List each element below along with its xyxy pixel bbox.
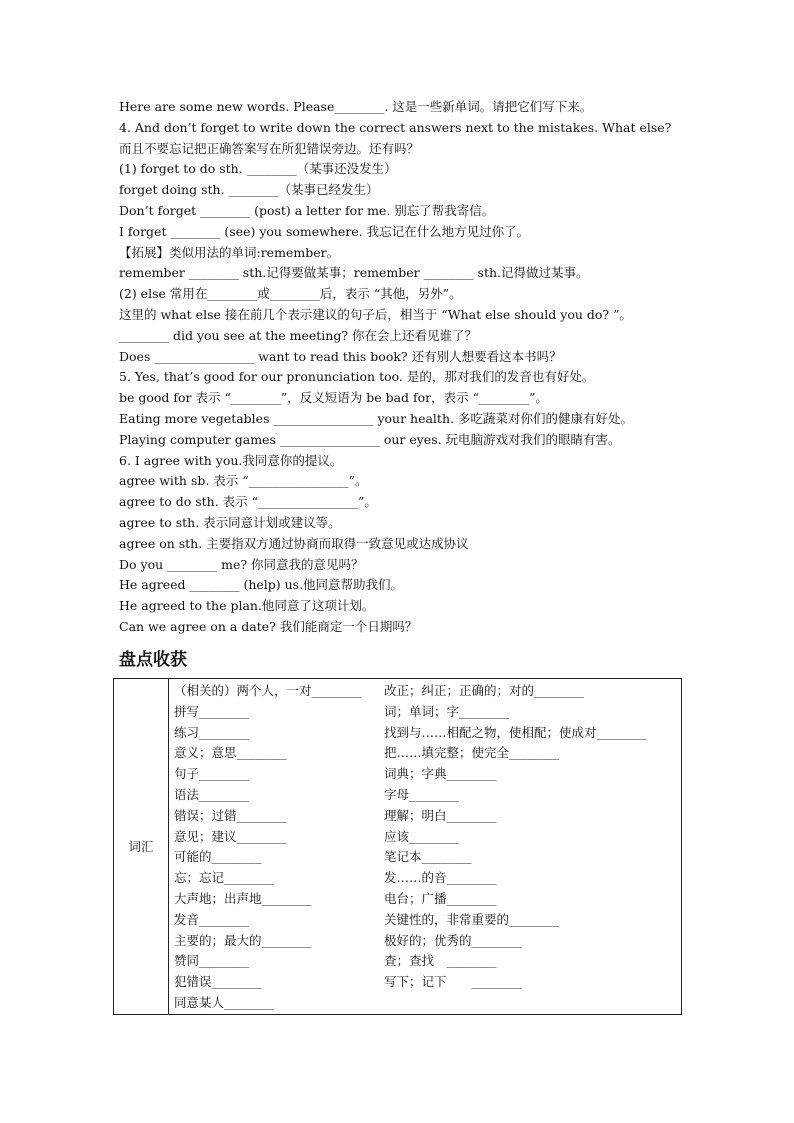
vocab-item: 字母________ [384,786,460,802]
vocab-item: 找到与……相配之物，使相配；使成对________ [384,724,647,740]
text-line: 6. I agree with you.我同意你的提议。 [119,452,343,468]
text-line: Don’t forget ________ (post) a letter for me. 别忘了帮我寄信。 [119,202,495,218]
section-heading: 盘点收获 [119,650,187,670]
text-line: Does ________________ want to read this book? 还有别人想要看这本书吗？ [119,348,562,364]
text-line: remember ________ sth.记得要做某事；remember ________ sth.记得做过某事。 [119,265,589,281]
vocab-item: 理解；明白________ [384,807,497,823]
vocab-item: 改正；纠正；正确的；对的________ [384,683,585,698]
text-line: Can we agree on a date? 我们能商定一个日期吗？ [119,618,418,634]
vocab-item: 忘；忘记________ [174,870,275,886]
vocabulary-table [113,678,682,1015]
vocab-item: 意见；建议________ [174,828,287,844]
vocab-item: 查；查找 ________ [384,953,497,969]
vocab-item: 关键性的，非常重要的________ [384,911,560,927]
text-line: ________ did you see at the meeting? 你在会上还看见谁了？ [119,327,478,343]
text-line: He agreed ________ (help) us.他同意帮助我们。 [119,577,404,593]
text-line: 而且不要忘记把正确答案写在所犯错误旁边。还有吗？ [119,140,420,156]
vocab-item: 大声地；出声地________ [174,890,312,906]
vocab-item: 极好的；优秀的________ [384,932,522,948]
vocab-item: 写下；记下 ________ [384,974,522,990]
text-line: He agreed to the plan.他同意了这项计划。 [119,598,375,614]
text-line: forget doing sth. ________（某事已经发生） [119,182,379,198]
vocab-item: 练习________ [174,724,250,740]
left-column [169,679,384,1014]
text-line: agree on sth. 主要指双方通过协商而取得一致意见或达成协议 [119,535,469,551]
text-line: Eating more vegetables ________________ your health. 多吃蔬菜对你们的健康有好处。 [119,410,633,426]
vocab-item: 语法________ [174,786,250,802]
text-line: agree with sb. 表示 “________________”。 [119,473,368,489]
vocab-item: 发……的音________ [384,870,497,886]
text-line: be good for 表示 “________”，反义短语为 be bad for，表示 “________”。 [119,390,548,406]
text-line: Do you ________ me? 你同意我的意见吗？ [119,556,364,572]
text-line: (1) forget to do sth. ________（某事还没发生） [119,161,397,177]
text-line: I forget ________ (see) you somewhere. 我忘记在什么地方见过你了。 [119,223,530,239]
vocab-item: 拼写________ [174,703,250,719]
vocab-item: 主要的；最大的________ [174,932,312,948]
exercise-text [119,97,719,638]
vocab-item: 同意某人________ [174,994,275,1010]
text-line: agree to sth. 表示同意计划或建议等。 [119,514,341,530]
vocab-item: （相关的）两个人，一对________ [174,683,362,698]
text-line: 5. Yes, that’s good for our pronunciation too. 是的，那对我们的发音也有好处。 [119,369,595,385]
text-line: 这里的 what else 接在前几个表示建议的句子后，相当于 “What else should you do? ”。 [119,306,632,322]
right-column [384,679,674,993]
text-line: 4. And don’t forget to write down the correct answers next to the mistakes. What else? [119,119,672,135]
vocab-item: 错误；过错________ [174,807,287,823]
text-line: Here are some new words. Please________. 这是一些新单词。请把它们写下来。 [119,99,593,114]
vocab-item: 可能的________ [174,849,262,865]
vocabulary-label: 词汇 [114,679,169,1015]
vocab-item: 应该________ [384,828,460,844]
vocab-item: 句子________ [174,766,250,782]
vocab-item: 笔记本________ [384,849,472,865]
vocab-item: 词；单词；字________ [384,703,510,719]
vocab-item: 赞同________ [174,953,250,969]
vocab-item: 把……填完整；使完全________ [384,745,560,761]
text-line: (2) else 常用在________或________后，表示 “其他，另外”。 [119,286,462,302]
text-line: Playing computer games ________________ our eyes. 玩电脑游戏对我们的眼睛有害。 [119,431,621,447]
vocab-item: 电台；广播________ [384,890,497,906]
vocab-item: 发音________ [174,911,250,927]
vocab-item: 词典；字典________ [384,766,497,782]
text-line: 【拓展】类似用法的单词:remember。 [119,244,340,260]
vocabulary-entries [169,679,682,1015]
vocab-item: 犯错误________ [174,974,262,990]
vocab-item: 意义；意思________ [174,745,287,761]
text-line: agree to do sth. 表示 “________________”。 [119,494,377,510]
